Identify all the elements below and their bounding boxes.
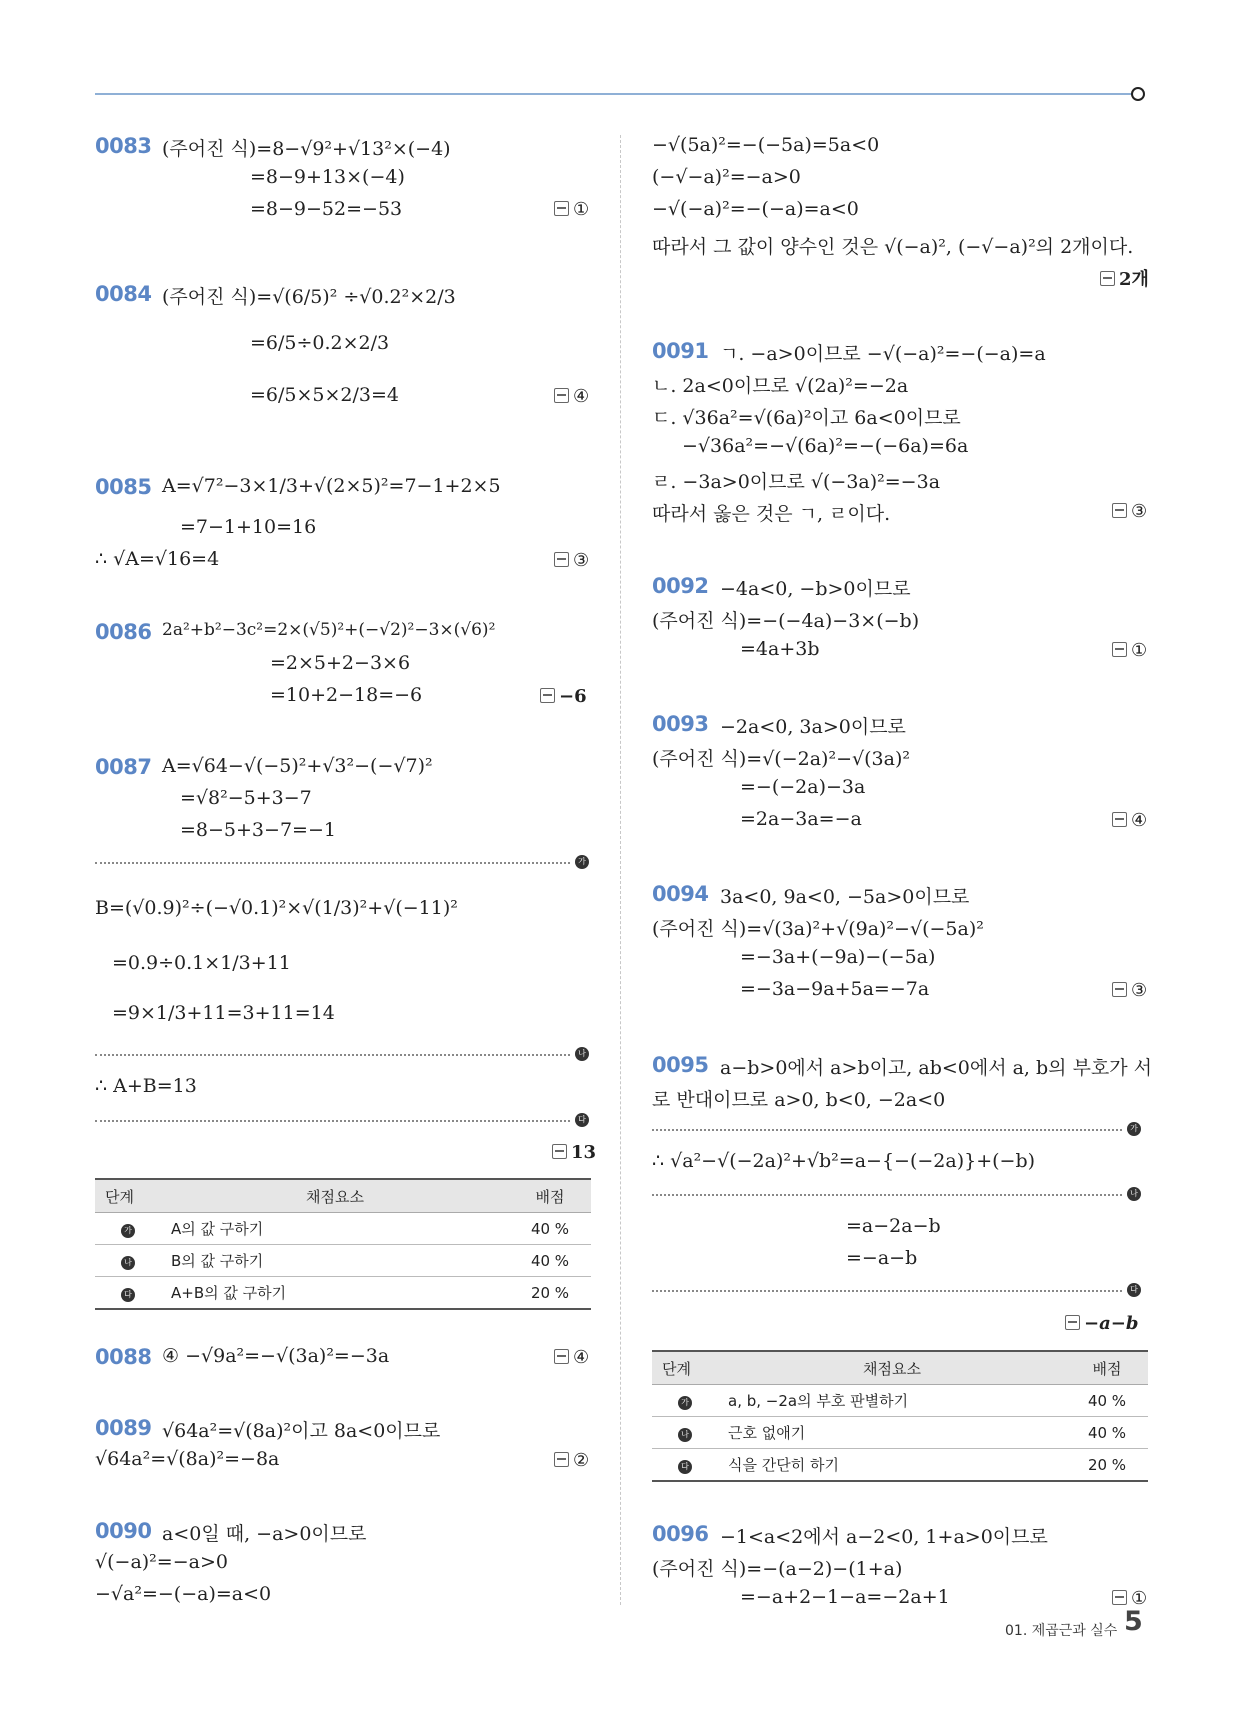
answer-mark-icon xyxy=(552,1144,567,1159)
step-marker: 다 xyxy=(678,1460,692,1474)
problem-number: 0091 xyxy=(652,339,709,363)
answer: ④ xyxy=(554,386,589,407)
table-cell: 20 % xyxy=(1066,1449,1148,1482)
solution-line: ∴ √A=√16=4 xyxy=(95,548,220,570)
solution-line: (−√−a)²=−a>0 xyxy=(652,166,801,188)
table-header: 채점요소 xyxy=(161,1179,509,1213)
solution-line: A=√64−√(−5)²+√3²−(−√7)² xyxy=(162,755,433,777)
answer-mark-icon xyxy=(554,552,569,567)
answer: ① xyxy=(1112,640,1147,661)
problem-number: 0089 xyxy=(95,1416,152,1440)
solution-line: 따라서 옳은 것은 ㄱ, ㄹ이다. xyxy=(652,503,891,525)
table-cell: 20 % xyxy=(509,1277,591,1310)
answer-mark-icon xyxy=(554,1349,569,1364)
solution-line: ㄷ. √36a²=√(6a)²이고 6a<0이므로 xyxy=(652,407,961,429)
table-header: 채점요소 xyxy=(718,1351,1066,1385)
solution-line: =2a−3a=−a xyxy=(740,808,862,830)
column-divider xyxy=(620,135,621,1605)
page-number: 5 xyxy=(1124,1606,1143,1637)
step-divider xyxy=(652,1194,1122,1196)
answer: 13 xyxy=(552,1142,596,1163)
table-cell: 40 % xyxy=(509,1245,591,1277)
solution-line: (주어진 식)=√(3a)²+√(9a)²−√(−5a)² xyxy=(652,918,984,940)
solution-line: −√a²=−(−a)=a<0 xyxy=(95,1583,272,1605)
answer: ③ xyxy=(1112,501,1147,522)
step-divider xyxy=(652,1129,1122,1131)
header-rule-dot xyxy=(1131,87,1145,101)
answer: −a−b xyxy=(1065,1313,1138,1334)
solution-line: −1<a<2에서 a−2<0, 1+a>0이므로 xyxy=(720,1526,1048,1548)
solution-line: √64a²=√(8a)²이고 8a<0이므로 xyxy=(162,1420,441,1442)
table-row xyxy=(95,1245,591,1277)
answer-mark-icon xyxy=(554,1452,569,1467)
answer: ④ xyxy=(554,1347,589,1368)
solution-line: =−3a−9a+5a=−7a xyxy=(740,978,930,1000)
step-marker: 가 xyxy=(1127,1122,1141,1136)
solution-line: −√36a²=−√(6a)²=−(−6a)=6a xyxy=(682,435,969,457)
table-header: 단계 xyxy=(95,1179,161,1213)
solution-line: =2×5+2−3×6 xyxy=(270,652,411,674)
answer-mark-icon xyxy=(554,201,569,216)
step-marker: 나 xyxy=(678,1428,692,1442)
table-cell: 근호 없애기 xyxy=(718,1417,1066,1449)
answer-mark-icon xyxy=(554,388,569,403)
answer-mark-icon xyxy=(1112,503,1127,518)
table-row xyxy=(95,1213,591,1245)
step-divider xyxy=(95,862,570,864)
solution-line: √(−a)²=−a>0 xyxy=(95,1551,228,1573)
solution-line: =10+2−18=−6 xyxy=(270,684,423,706)
solution-line: a−b>0에서 a>b이고, ab<0에서 a, b의 부호가 서 xyxy=(720,1057,1153,1079)
table-cell: a, b, −2a의 부호 판별하기 xyxy=(718,1385,1066,1417)
step-marker: 나 xyxy=(1127,1187,1141,1201)
solution-line: =4a+3b xyxy=(740,638,820,660)
solution-line: a<0일 때, −a>0이므로 xyxy=(162,1523,367,1545)
table-cell: A의 값 구하기 xyxy=(161,1213,509,1245)
table-cell: 40 % xyxy=(1066,1417,1148,1449)
solution-line: −2a<0, 3a>0이므로 xyxy=(720,716,906,738)
problem-number: 0092 xyxy=(652,574,709,598)
solution-line: ㄹ. −3a>0이므로 √(−3a)²=−3a xyxy=(652,471,941,493)
answer: ① xyxy=(1112,1588,1147,1609)
solution-line: (주어진 식)=8−√9²+√13²×(−4) xyxy=(162,138,451,160)
table-header: 배점 xyxy=(1066,1351,1148,1385)
problem-number: 0094 xyxy=(652,882,709,906)
table-row xyxy=(95,1277,591,1310)
solution-line: =a−2a−b xyxy=(846,1215,941,1237)
answer: ③ xyxy=(554,550,589,571)
table-cell: A+B의 값 구하기 xyxy=(161,1277,509,1310)
solution-line: =7−1+10=16 xyxy=(180,516,317,538)
solution-line: −√(5a)²=−(−5a)=5a<0 xyxy=(652,134,880,156)
solution-line: ㄴ. 2a<0이므로 √(2a)²=−2a xyxy=(652,375,909,397)
solution-line: ∴ √a²−√(−2a)²+√b²=a−{−(−2a)}+(−b) xyxy=(652,1150,1036,1172)
solution-line: −√(−a)²=−(−a)=a<0 xyxy=(652,198,859,220)
solution-line: (주어진 식)=−(a−2)−(1+a) xyxy=(652,1558,903,1580)
answer: ③ xyxy=(1112,980,1147,1001)
table-cell: 식을 간단히 하기 xyxy=(718,1449,1066,1482)
step-marker: 가 xyxy=(678,1396,692,1410)
solution-line: ④ −√9a²=−√(3a)²=−3a xyxy=(162,1345,390,1367)
solution-line: =8−9−52=−53 xyxy=(250,198,403,220)
solution-line: ∴ A+B=13 xyxy=(95,1075,197,1097)
step-marker: 가 xyxy=(121,1224,135,1238)
answer: ① xyxy=(554,199,589,220)
answer-mark-icon xyxy=(1112,982,1127,997)
problem-number: 0085 xyxy=(95,475,152,499)
step-marker: 다 xyxy=(121,1288,135,1302)
solution-line: 로 반대이므로 a>0, b<0, −2a<0 xyxy=(652,1089,946,1111)
solution-line: (주어진 식)=√(−2a)²−√(3a)² xyxy=(652,748,910,770)
step-divider xyxy=(95,1054,570,1056)
problem-number: 0096 xyxy=(652,1522,709,1546)
solution-line: B=(√0.9)²÷(−√0.1)²×√(1/3)²+√(−11)² xyxy=(95,897,458,919)
solution-line: =−3a+(−9a)−(−5a) xyxy=(740,946,936,968)
step-marker: 다 xyxy=(1127,1283,1141,1297)
answer-mark-icon xyxy=(540,688,555,703)
problem-number: 0084 xyxy=(95,282,152,306)
table-row xyxy=(652,1385,1148,1417)
problem-number: 0086 xyxy=(95,620,152,644)
step-divider xyxy=(652,1290,1122,1292)
table-cell: 40 % xyxy=(1066,1385,1148,1417)
answer: ② xyxy=(554,1450,589,1471)
solution-line: 따라서 그 값이 양수인 것은 √(−a)², (−√−a)²의 2개이다. xyxy=(652,236,1134,258)
answer: ④ xyxy=(1112,810,1147,831)
answer-mark-icon xyxy=(1065,1315,1080,1330)
step-marker: 다 xyxy=(575,1113,589,1127)
solution-line: (주어진 식)=−(−4a)−3×(−b) xyxy=(652,610,920,632)
solution-line: =8−5+3−7=−1 xyxy=(180,819,336,841)
solution-line: =9×1/3+11=3+11=14 xyxy=(112,1002,335,1024)
step-marker: 가 xyxy=(575,855,589,869)
solution-line: 3a<0, 9a<0, −5a>0이므로 xyxy=(720,886,970,908)
answer-mark-icon xyxy=(1112,1590,1127,1605)
chapter-footer: 01. 제곱근과 실수 xyxy=(1005,1623,1118,1639)
header-rule xyxy=(95,93,1135,95)
step-divider xyxy=(95,1120,570,1122)
answer-mark-icon xyxy=(1112,812,1127,827)
scoring-table xyxy=(95,1178,591,1310)
solution-line: ㄱ. −a>0이므로 −√(−a)²=−(−a)=a xyxy=(720,343,1046,365)
problem-number: 0088 xyxy=(95,1345,152,1369)
scoring-table xyxy=(652,1350,1148,1482)
solution-line: (주어진 식)=√(6/5)² ÷√0.2²×2/3 xyxy=(162,286,456,308)
table-row xyxy=(652,1449,1148,1482)
solution-line: =√8²−5+3−7 xyxy=(180,787,312,809)
solution-line: =8−9+13×(−4) xyxy=(250,166,405,188)
solution-line: =−a−b xyxy=(846,1247,918,1269)
solution-line: −4a<0, −b>0이므로 xyxy=(720,578,911,600)
step-marker: 나 xyxy=(575,1047,589,1061)
solution-line: =6/5×5×2/3=4 xyxy=(250,384,400,406)
solution-line: =0.9÷0.1×1/3+11 xyxy=(112,952,291,974)
solution-line: 2a²+b²−3c²=2×(√5)²+(−√2)²−3×(√6)² xyxy=(162,620,496,640)
table-header: 배점 xyxy=(509,1179,591,1213)
step-marker: 나 xyxy=(121,1256,135,1270)
problem-number: 0095 xyxy=(652,1053,709,1077)
table-cell: 40 % xyxy=(509,1213,591,1245)
solution-line: =6/5÷0.2×2/3 xyxy=(250,332,390,354)
answer-mark-icon xyxy=(1112,642,1127,657)
problem-number: 0083 xyxy=(95,134,152,158)
answer-mark-icon xyxy=(1100,271,1115,286)
answer: −6 xyxy=(540,686,587,707)
solution-line: A=√7²−3×1/3+√(2×5)²=7−1+2×5 xyxy=(162,475,501,497)
table-cell: B의 값 구하기 xyxy=(161,1245,509,1277)
solution-line: √64a²=√(8a)²=−8a xyxy=(95,1448,280,1470)
table-row xyxy=(652,1417,1148,1449)
solution-line: =−(−2a)−3a xyxy=(740,776,866,798)
problem-number: 0093 xyxy=(652,712,709,736)
table-header: 단계 xyxy=(652,1351,718,1385)
problem-number: 0087 xyxy=(95,755,152,779)
answer: 2개 xyxy=(1100,265,1149,291)
problem-number: 0090 xyxy=(95,1519,152,1543)
solution-line: =−a+2−1−a=−2a+1 xyxy=(740,1586,950,1608)
